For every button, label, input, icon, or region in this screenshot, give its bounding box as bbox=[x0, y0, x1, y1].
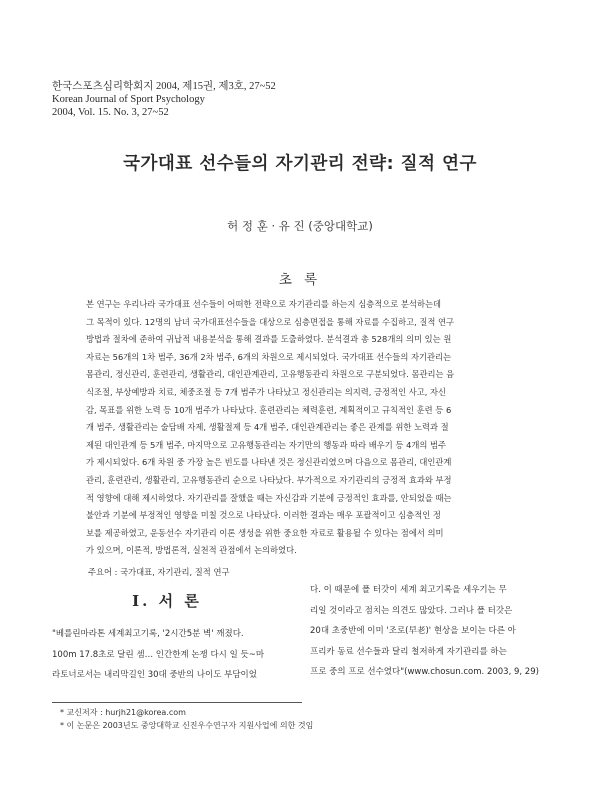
abstract-line: 가 있으며, 이론적, 방법론적, 실천적 관점에서 논의하였다. bbox=[86, 545, 297, 556]
journal-line-korean: 한국스포츠심리학회지 2004, 제15권, 제3호, 27~52 bbox=[52, 81, 276, 92]
body-line: 프리카 동료 선수들과 달리 철저하게 자기관리를 하는 bbox=[310, 646, 507, 657]
body-line: 리일 것이라고 점치는 의견도 많았다. 그러나 폴 터갓은 bbox=[310, 605, 513, 616]
abstract-line: 보를 제공하였고, 운동선수 자기관리 이론 생성을 위한 중요한 자료로 활용될 수 있다는 점에서 의미 bbox=[86, 527, 444, 538]
body-column-right bbox=[310, 580, 560, 683]
body-line: 라토너로서는 내리막길인 30대 중반의 나이도 부담이었 bbox=[52, 670, 257, 680]
abstract-line: 자료는 56개의 1차 범주, 36개 2차 범주, 6개의 차원으로 제시되었다. 국가대표 선수들의 자기관리는 bbox=[86, 351, 452, 362]
abstract-line: 관리, 훈련관리, 생활관리, 고유행동관리 순으로 나타났다. 부가적으로 자기관리의 긍정적 효과와 부정 bbox=[86, 474, 452, 485]
footnote-divider bbox=[52, 702, 302, 703]
footnote-corresponding-author: * 교신저자 : hurjh21@korea.com bbox=[60, 708, 186, 717]
abstract-line: 본 연구는 우리나라 국가대표 선수들이 어떠한 전략으로 자기관리를 하는지 심층적으로 분석하는데 bbox=[86, 299, 441, 309]
abstract-heading: 초 록 bbox=[278, 272, 322, 288]
abstract-line: 개 범주, 생활관리는 술담배 자제, 생활절제 등 4개 범주, 대인관계관리는 좋은 관계를 위한 노력과 절 bbox=[86, 422, 449, 433]
journal-line-volume: 2004, Vol. 15. No. 3, 27~52 bbox=[52, 107, 169, 118]
body-line: 20대 초중반에 이미 '조로(早老)' 현상을 보이는 다른 아 bbox=[310, 626, 516, 636]
abstract-line: 적 영향에 대해 제시하였다. 자기관리를 잘했을 때는 자신감과 기분에 긍정적인 효과를, 안되었을 때는 bbox=[86, 492, 452, 503]
journal-line-english: Korean Journal of Sport Psychology bbox=[52, 94, 205, 105]
body-line: 프로 중의 프로 선수였다"(www.chosun.com. 2003, 9, 29) bbox=[310, 667, 539, 677]
footnotes bbox=[60, 706, 313, 732]
abstract-line: 그 목적이 있다. 12명의 남녀 국가대표선수들을 대상으로 심층면접을 통해 자료를 수집하고, 질적 연구 bbox=[86, 316, 455, 327]
footnote-funding: * 이 논문은 2003년도 중앙대학교 신진우수연구자 지원사업에 의한 것임 bbox=[60, 721, 314, 730]
abstract-line: 가 제시되었다. 6개 차원 중 가장 높은 빈도를 나타낸 것은 정신관리였으며 다음으로 몸관리, 대인관계 bbox=[86, 457, 452, 468]
abstract-line: 방법과 절차에 준하여 귀납적 내용분석을 통해 결과를 도출하였다. 분석결과 총 528개의 의미 있는 원 bbox=[86, 334, 452, 345]
abstract-body bbox=[86, 296, 516, 560]
body-column-left bbox=[52, 624, 292, 686]
paper-title: 국가대표 선수들의 자기관리 전략: 질적 연구 bbox=[123, 154, 477, 174]
abstract-line: 불안과 기분에 부정적인 영향을 미칠 것으로 나타났다. 이러한 결과는 매우 포괄적이고 심층적인 정 bbox=[86, 510, 441, 521]
body-line: 다. 이 때문에 폴 터갓이 세계 최고기록을 세우기는 무 bbox=[310, 585, 507, 595]
paper-authors: 허 정 훈 · 유 진 (중앙대학교) bbox=[227, 219, 373, 233]
section-heading-introduction: Ⅰ. 서 론 bbox=[132, 592, 202, 610]
abstract-line: 제된 대인관계 등 5개 범주, 마지막으로 고유행동관리는 자기만의 행동과 따라 배우기 등 4개의 범주 bbox=[86, 439, 447, 450]
body-line: 100m 17.8초로 달린 셈… 인간한계 논쟁 다시 일 듯~마 bbox=[52, 649, 265, 660]
body-line: "베를린마라톤 세계최고기록, '2시간5분 벽' 깨졌다. bbox=[52, 629, 244, 639]
abstract-line: 감, 목표를 위한 노력 등 10개 범주가 나타났다. 훈련관리는 체력훈련, 계획적이고 규칙적인 훈련 등 6 bbox=[86, 404, 452, 415]
keywords: 주요어 : 국가대표, 자기관리, 질적 연구 bbox=[88, 567, 230, 577]
abstract-line: 몸관리, 정신관리, 훈련관리, 생활관리, 대인관계관리, 고유행동관리 차원으로 구분되었다. 몸관리는 음 bbox=[86, 369, 455, 380]
journal-citation bbox=[52, 80, 276, 119]
abstract-line: 식조절, 부상예방과 치료, 체중조절 등 7개 범주가 나타났고 정신관리는 의지력, 긍정적인 사고, 자신 bbox=[86, 386, 447, 397]
